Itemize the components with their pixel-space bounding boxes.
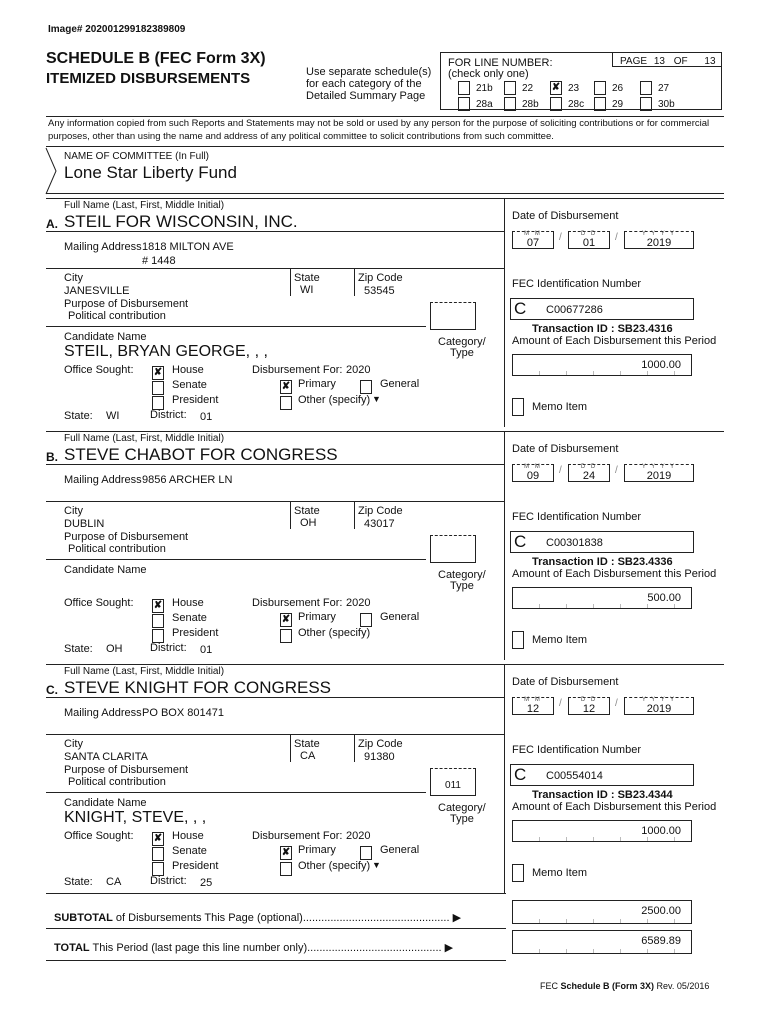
month-header: M M <box>524 231 542 237</box>
mailing-address: 9856 ARCHER LN <box>142 474 233 486</box>
memo-label: Memo Item <box>532 401 588 413</box>
line-checkbox[interactable] <box>594 97 606 111</box>
for-line-label: FOR LINE NUMBER: <box>448 57 553 69</box>
district-value: 25 <box>200 877 213 889</box>
subtotal-line <box>54 911 461 924</box>
category-box <box>430 535 476 563</box>
house-checkbox[interactable]: ✘ <box>153 600 163 611</box>
general-label: General <box>380 611 420 623</box>
date-slash: / <box>559 232 562 243</box>
total-label: TOTAL <box>54 942 90 954</box>
type-label: Type <box>450 347 474 359</box>
line-checkbox[interactable] <box>640 97 652 111</box>
senate-checkbox[interactable] <box>152 381 164 395</box>
dropdown-arrow-icon: ▼ <box>372 394 381 404</box>
memo-checkbox[interactable] <box>512 398 524 416</box>
day-header: D D <box>580 697 598 703</box>
name-rule <box>46 231 504 232</box>
line-checkbox-label: 28b <box>522 99 539 110</box>
total-amount <box>512 930 692 954</box>
name-rule <box>46 697 504 698</box>
other-label: Other (specify) <box>298 627 371 639</box>
house-label: House <box>172 597 204 609</box>
of-label: OF <box>673 56 688 67</box>
subtotal-label: SUBTOTAL <box>54 912 113 924</box>
state-value: WI <box>300 284 314 296</box>
primary-label: Primary <box>298 378 336 390</box>
zip-divider <box>354 501 355 529</box>
city-label: City <box>64 505 83 517</box>
entry-letter: C. <box>46 683 58 697</box>
amount-value: 1000.00 <box>641 825 681 837</box>
total-text: This Period (last page this line number only)............................................ ▶ <box>89 942 454 954</box>
subtotal-value: 2500.00 <box>641 905 681 917</box>
memo-label: Memo Item <box>532 634 588 646</box>
transaction-id: Transaction ID : SB23.4336 <box>532 556 673 568</box>
memo-checkbox[interactable] <box>512 864 524 882</box>
general-checkbox[interactable] <box>360 613 372 627</box>
city-label: City <box>64 738 83 750</box>
transaction-id: Transaction ID : SB23.4344 <box>532 789 673 801</box>
month-box: 12 <box>512 697 554 715</box>
state-divider <box>290 501 291 529</box>
senate-checkbox[interactable] <box>152 614 164 628</box>
entry-column-divider <box>504 664 505 893</box>
line-checkbox-label: 29 <box>612 99 624 110</box>
year-header: Y Y Y Y <box>641 464 677 470</box>
state-label: State <box>294 272 320 284</box>
state-label: State <box>294 505 320 517</box>
committee-name: Lone Star Liberty Fund <box>64 163 237 182</box>
fec-id-value: C00554014 <box>546 770 603 782</box>
totals-bottom-rule <box>46 960 506 961</box>
purpose-label: Purpose of Disbursement <box>64 764 189 776</box>
senate-label: Senate <box>172 612 207 624</box>
city-rule <box>46 501 504 502</box>
transaction-id: Transaction ID : SB23.4316 <box>532 323 673 335</box>
mailing-address-label: Mailing Address <box>64 707 142 719</box>
district-label: District: <box>150 409 187 421</box>
footer-prefix: FEC <box>540 981 561 991</box>
entry-letter: B. <box>46 450 58 464</box>
fec-id-prefix: C <box>514 765 527 784</box>
president-label: President <box>172 394 219 406</box>
other-label: Other (specify) <box>298 394 371 406</box>
dropdown-arrow-icon: ▼ <box>372 860 381 870</box>
primary-checkbox[interactable]: ✘ <box>281 847 291 858</box>
fec-id-label: FEC Identification Number <box>512 278 641 290</box>
zip-label: Zip Code <box>358 738 403 750</box>
city-value: DUBLIN <box>64 518 105 530</box>
primary-label: Primary <box>298 611 336 623</box>
fec-id-prefix: C <box>514 532 527 551</box>
candidate-label: Candidate Name <box>64 797 147 809</box>
senate-label: Senate <box>172 379 207 391</box>
city-rule <box>46 268 504 269</box>
year-box: 2019 <box>624 464 694 482</box>
day-header: D D <box>580 231 598 237</box>
image-id: Image# 202001299182389809 <box>48 24 186 35</box>
zip-label: Zip Code <box>358 272 403 284</box>
city-rule <box>46 734 504 735</box>
committee-chevron-icon <box>44 146 60 196</box>
committee-label: NAME OF COMMITTEE (In Full) <box>64 151 209 162</box>
line-checkbox[interactable] <box>504 81 516 95</box>
president-checkbox[interactable] <box>152 862 164 876</box>
line-checkbox-label: 26 <box>612 83 624 94</box>
house-label: House <box>172 364 204 376</box>
entry-column-divider <box>504 431 505 660</box>
note-line-3: Detailed Summary Page <box>306 90 426 102</box>
state-value: CA <box>300 750 316 762</box>
house-checkbox[interactable]: ✘ <box>153 367 163 378</box>
amount-value: 500.00 <box>647 592 681 604</box>
form-footer <box>540 981 709 991</box>
fec-id-label: FEC Identification Number <box>512 744 641 756</box>
zip-value: 91380 <box>364 751 395 763</box>
candidate-state-label: State: <box>64 876 93 888</box>
subtotal-amount <box>512 900 692 924</box>
fec-id-prefix: C <box>514 299 527 318</box>
amount-label: Amount of Each Disbursement this Period <box>512 568 717 580</box>
check-only-label: (check only one) <box>448 68 529 80</box>
mailing-address: PO BOX 801471 <box>142 707 224 719</box>
mailing-address-label: Mailing Address <box>64 474 142 486</box>
disbursement-for-label: Disbursement For: <box>252 830 343 842</box>
line-checkbox-label: 30b <box>658 99 675 110</box>
candidate-rule <box>46 326 426 327</box>
date-label: Date of Disbursement <box>512 676 619 688</box>
year-header: Y Y Y Y <box>641 231 677 237</box>
president-checkbox[interactable] <box>152 396 164 410</box>
other-checkbox[interactable] <box>280 862 292 876</box>
footer-revision: Rev. 05/2016 <box>654 981 710 991</box>
full-name-label: Full Name (Last, First, Middle Initial) <box>64 666 225 677</box>
totals-mid-rule <box>46 928 506 929</box>
entry-column-divider <box>504 198 505 427</box>
date-slash: / <box>559 698 562 709</box>
primary-label: Primary <box>298 844 336 856</box>
date-slash: / <box>615 698 618 709</box>
line-checkbox-label: 28a <box>476 99 493 110</box>
candidate-state: WI <box>106 410 120 422</box>
other-label: Other (specify) <box>298 860 371 872</box>
zip-divider <box>354 734 355 762</box>
type-label: Type <box>450 813 474 825</box>
line-checkbox-label: 22 <box>522 83 534 94</box>
primary-checkbox[interactable]: ✘ <box>281 381 291 392</box>
amount-label: Amount of Each Disbursement this Period <box>512 335 717 347</box>
president-label: President <box>172 627 219 639</box>
memo-label: Memo Item <box>532 867 588 879</box>
state-label: State <box>294 738 320 750</box>
candidate-state: CA <box>106 876 122 888</box>
entry-top-rule <box>46 431 724 432</box>
fec-id-value: C00677286 <box>546 304 603 316</box>
use-separate-note <box>306 66 431 102</box>
month-header: M M <box>524 464 542 470</box>
state-divider <box>290 268 291 296</box>
purpose-label: Purpose of Disbursement <box>64 531 189 543</box>
other-checkbox[interactable] <box>280 396 292 410</box>
memo-checkbox[interactable] <box>512 631 524 649</box>
fec-id-label: FEC Identification Number <box>512 511 641 523</box>
line-checkbox[interactable] <box>550 97 562 111</box>
name-rule <box>46 464 504 465</box>
category-label: Category/ <box>438 336 486 348</box>
footer-form: Schedule B (Form 3X) <box>560 981 655 991</box>
entry-top-rule <box>46 198 724 199</box>
office-sought-label: Office Sought: <box>64 364 134 376</box>
category-box: 011 <box>430 768 476 796</box>
president-checkbox[interactable] <box>152 629 164 643</box>
election-year: 2020 <box>346 364 371 376</box>
page-divider <box>612 52 613 66</box>
day-box: 24 <box>568 464 610 482</box>
page-underline <box>612 66 722 67</box>
total-value: 6589.89 <box>641 935 681 947</box>
full-name-label: Full Name (Last, First, Middle Initial) <box>64 200 225 211</box>
line-checkbox-label: 28c <box>568 99 585 110</box>
general-label: General <box>380 844 420 856</box>
legal-notice: Any information copied from such Reports and Statements may not be sold or used by any person for the purpose of soliciting contributions or for commercial purposes, other than using the name and address of any political committee to solicit contributions from such committee. <box>48 118 710 142</box>
category-box <box>430 302 476 330</box>
house-checkbox[interactable]: ✘ <box>153 833 163 844</box>
zip-value: 43017 <box>364 518 395 530</box>
district-label: District: <box>150 875 187 887</box>
note-line-1: Use separate schedule(s) <box>306 66 432 78</box>
date-slash: / <box>615 232 618 243</box>
mailing-address-label: Mailing Address <box>64 241 142 253</box>
payee-name: STEVE CHABOT FOR CONGRESS <box>64 445 338 464</box>
entry-top-rule <box>46 664 724 665</box>
amount-box <box>512 587 692 609</box>
candidate-state-label: State: <box>64 410 93 422</box>
line-checkbox[interactable] <box>594 81 606 95</box>
line-checkbox-label: 21b <box>476 83 493 94</box>
candidate-label: Candidate Name <box>64 564 147 576</box>
type-label: Type <box>450 580 474 592</box>
category-label: Category/ <box>438 802 486 814</box>
day-box: 01 <box>568 231 610 249</box>
candidate-rule <box>46 792 426 793</box>
schedule-title: SCHEDULE B (FEC Form 3X) <box>46 50 266 67</box>
line-checkbox-label: 27 <box>658 83 670 94</box>
mailing-address: 1818 MILTON AVE <box>142 241 234 253</box>
full-name-label: Full Name (Last, First, Middle Initial) <box>64 433 225 444</box>
district-value: 01 <box>200 411 213 423</box>
president-label: President <box>172 860 219 872</box>
line-checkbox[interactable]: ✘ <box>551 82 561 93</box>
date-slash: / <box>615 465 618 476</box>
entry-letter: A. <box>46 217 58 231</box>
general-checkbox[interactable] <box>360 380 372 394</box>
purpose-label: Purpose of Disbursement <box>64 298 189 310</box>
payee-name: STEIL FOR WISCONSIN, INC. <box>64 212 298 231</box>
candidate-name: KNIGHT, STEVE, , , <box>64 809 207 826</box>
zip-divider <box>354 268 355 296</box>
state-value: OH <box>300 517 317 529</box>
totals-top-rule <box>46 893 506 894</box>
line-checkbox[interactable] <box>458 81 470 95</box>
purpose-value: Political contribution <box>68 543 166 555</box>
candidate-state: OH <box>106 643 123 655</box>
year-box: 2019 <box>624 231 694 249</box>
general-checkbox[interactable] <box>360 846 372 860</box>
amount-box <box>512 354 692 376</box>
senate-label: Senate <box>172 845 207 857</box>
amount-value: 1000.00 <box>641 359 681 371</box>
total-line <box>54 941 453 954</box>
month-header: M M <box>524 697 542 703</box>
page-number: 13 <box>653 56 665 67</box>
other-checkbox[interactable] <box>280 629 292 643</box>
day-box: 12 <box>568 697 610 715</box>
page-total: 13 <box>704 56 716 67</box>
election-year: 2020 <box>346 830 371 842</box>
year-box: 2019 <box>624 697 694 715</box>
note-line-2: for each category of the <box>306 78 422 90</box>
year-header: Y Y Y Y <box>641 697 677 703</box>
disbursement-for-label: Disbursement For: <box>252 597 343 609</box>
line-checkbox[interactable] <box>504 97 516 111</box>
office-sought-label: Office Sought: <box>64 597 134 609</box>
month-box: 09 <box>512 464 554 482</box>
candidate-rule <box>46 559 426 560</box>
purpose-value: Political contribution <box>68 776 166 788</box>
category-label: Category/ <box>438 569 486 581</box>
disbursement-for-label: Disbursement For: <box>252 364 343 376</box>
candidate-name: STEIL, BRYAN GEORGE, , , <box>64 343 268 360</box>
purpose-value: Political contribution <box>68 310 166 322</box>
state-divider <box>290 734 291 762</box>
amount-label: Amount of Each Disbursement this Period <box>512 801 717 813</box>
fec-id-value: C00301838 <box>546 537 603 549</box>
subtotal-text: of Disbursements This Page (optional)................................................ ▶ <box>112 912 462 924</box>
amount-box <box>512 820 692 842</box>
date-slash: / <box>559 465 562 476</box>
city-value: SANTA CLARITA <box>64 751 148 763</box>
election-year: 2020 <box>346 597 371 609</box>
day-header: D D <box>580 464 598 470</box>
line-checkbox-label: 23 <box>568 83 580 94</box>
page-label: PAGE <box>620 56 648 67</box>
notice-top-rule <box>46 116 724 117</box>
primary-checkbox[interactable]: ✘ <box>281 614 291 625</box>
senate-checkbox[interactable] <box>152 847 164 861</box>
date-label: Date of Disbursement <box>512 443 619 455</box>
general-label: General <box>380 378 420 390</box>
city-value: JANESVILLE <box>64 285 130 297</box>
district-value: 01 <box>200 644 213 656</box>
mailing-address-2: # 1448 <box>142 255 176 267</box>
line-checkbox[interactable] <box>458 97 470 111</box>
month-box: 07 <box>512 231 554 249</box>
candidate-state-label: State: <box>64 643 93 655</box>
schedule-subtitle: ITEMIZED DISBURSEMENTS <box>46 70 251 87</box>
zip-value: 53545 <box>364 285 395 297</box>
payee-name: STEVE KNIGHT FOR CONGRESS <box>64 678 332 697</box>
candidate-label: Candidate Name <box>64 331 147 343</box>
office-sought-label: Office Sought: <box>64 830 134 842</box>
house-label: House <box>172 830 204 842</box>
district-label: District: <box>150 642 187 654</box>
line-checkbox[interactable] <box>640 81 652 95</box>
zip-label: Zip Code <box>358 505 403 517</box>
date-label: Date of Disbursement <box>512 210 619 222</box>
city-label: City <box>64 272 83 284</box>
